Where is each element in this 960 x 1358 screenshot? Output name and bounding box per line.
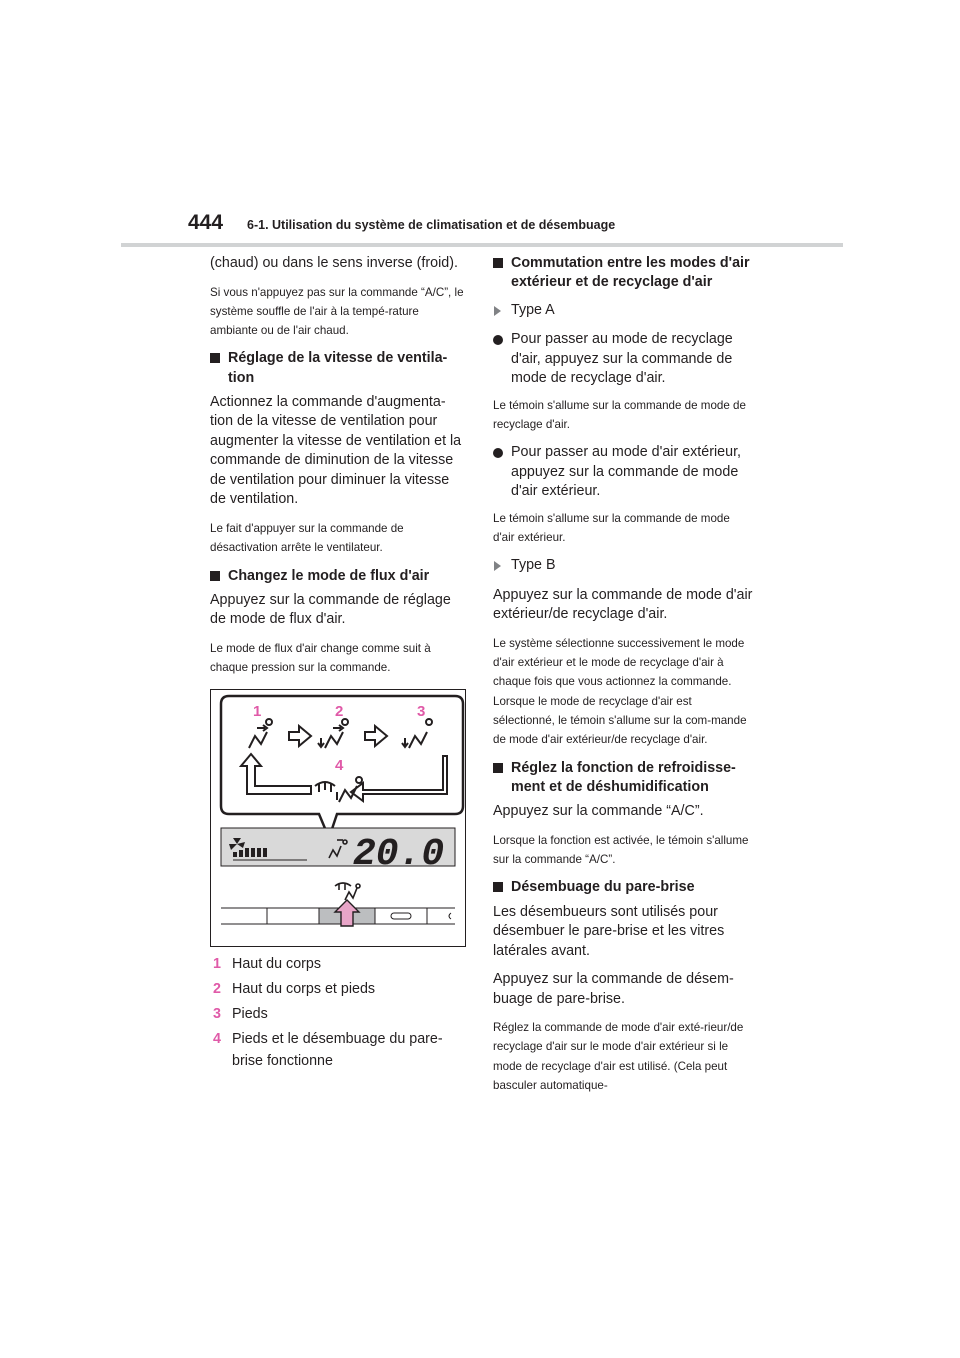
legend-item: 3 Pieds — [213, 1006, 268, 1023]
cooling-body: Appuyez sur la commande “A/C”. — [493, 803, 704, 820]
section-heading-text: Réglez la fonction de refroidisse-ment et de déshumidification — [511, 759, 736, 795]
right-column — [493, 254, 753, 1104]
legend-item: 1 Haut du corps — [213, 956, 322, 973]
airflow-body: Appuyez sur la commande de réglage de mode de flux d'air. — [210, 591, 451, 628]
defog-body-1: Les désembueurs sont utilisés pour désembuer le pare-brise et les vitres latérales avant. — [493, 903, 725, 959]
legend-item: 4 Pieds et le désembuage du pare-brise fonctionne — [213, 1031, 443, 1070]
bullet-dot-icon — [493, 448, 503, 458]
section-heading-recirculation — [493, 254, 753, 293]
page-number: 444 — [188, 211, 224, 234]
airflow-panel-icon — [335, 883, 360, 900]
fan-speed-note: Le fait d'appuyer sur la commande de désactivation arrête le ventilateur. — [210, 521, 404, 555]
legend-item: 2 Haut du corps et pieds — [213, 981, 376, 998]
section-square-icon — [210, 571, 220, 581]
section-heading-text: Réglage de la vitesse de ventila-tion — [228, 350, 448, 386]
airflow-mode-figure — [210, 689, 466, 947]
type-a-heading: Type A — [493, 301, 753, 321]
type-b-note-2: Lorsque le mode de recyclage d'air est sélectionné, le témoin s'allume sur la com-mande de mode d'air extérieur/de recyclage d'air. — [493, 694, 747, 747]
recirculation-note: Le témoin s'allume sur la commande de mode de recyclage d'air. — [493, 398, 746, 431]
cooling-note: Lorsque la fonction est activée, le témoin s'allume sur la commande “A/C”. — [493, 833, 749, 866]
bullet-outside-air: Pour passer au mode d'air extérieur, appuyez sur la commande de mode d'air extérieur. — [493, 443, 753, 502]
triangle-bullet-icon — [494, 306, 501, 316]
paragraph-continuation: (chaud) ou dans le sens inverse (froid). — [210, 255, 458, 271]
temperature-readout: 20.0 — [353, 833, 445, 877]
section-header-title: 6-1. Utilisation du système de climatisation et de désembuage — [247, 218, 616, 232]
section-heading-text: Désembuage du pare-brise — [511, 879, 695, 896]
section-heading-defog — [493, 878, 753, 897]
section-heading-text: Changez le mode de flux d'air — [228, 567, 430, 584]
defog-body-2: Appuyez sur la commande de désem-buage de pare-brise. — [493, 971, 734, 1007]
section-square-icon — [493, 882, 503, 892]
airflow-note: Le mode de flux d'air change comme suit à chaque pression sur la commande. — [210, 641, 431, 675]
airflow-legend — [210, 953, 468, 1072]
section-square-icon — [210, 353, 220, 363]
bullet-recirculation: Pour passer au mode de recyclage d'air, appuyez sur la commande de mode de recyclage d'air. — [493, 330, 753, 389]
triangle-bullet-icon — [494, 561, 501, 571]
type-b-body: Appuyez sur la commande de mode d'air extérieur/de recyclage d'air. — [493, 586, 753, 623]
figure-label-1: 1 — [253, 703, 262, 721]
figure-label-4: 4 — [335, 757, 344, 775]
fan-speed-body: Actionnez la commande d'augmenta-tion de la vitesse de ventilation pour augmenter la vitesse de ventilation et la commande de diminution de la vitesse de ventilation pour diminuer la vitesse de ventilation. — [210, 393, 462, 508]
section-heading-cooling — [493, 759, 753, 798]
header-divider — [121, 243, 843, 247]
section-heading-text: Commutation entre les modes d'air extérieur et de recyclage d'air — [511, 255, 750, 291]
type-b-note-1: Le système sélectionne successivement le mode d'air extérieur et le mode de recyclage d'air à chaque fois que vous actionnez la commande. — [493, 636, 745, 689]
left-column — [210, 254, 468, 1075]
section-heading-airflow — [210, 567, 468, 586]
airflow-diagram — [211, 690, 467, 948]
section-square-icon — [493, 258, 503, 268]
figure-label-2: 2 — [335, 703, 344, 721]
bullet-dot-icon — [493, 335, 503, 345]
note-ac: Si vous n'appuyez pas sur la commande “A/C”, le système souffle de l'air à la tempé-rature ambiante ou de l'air chaud. — [210, 285, 464, 338]
type-b-heading: Type B — [493, 556, 753, 576]
defog-note: Réglez la commande de mode d'air exté-rieur/de recyclage d'air sur le mode d'air extérieur si le mode de recyclage d'air est utilisé. (Cela peut basculer automatique- — [493, 1021, 744, 1092]
panel-slot-icon — [391, 913, 411, 919]
section-square-icon — [493, 763, 503, 773]
section-heading-fan-speed — [210, 349, 468, 388]
outside-air-note: Le témoin s'allume sur la commande de mode d'air extérieur. — [493, 511, 730, 544]
figure-label-3: 3 — [417, 703, 426, 721]
